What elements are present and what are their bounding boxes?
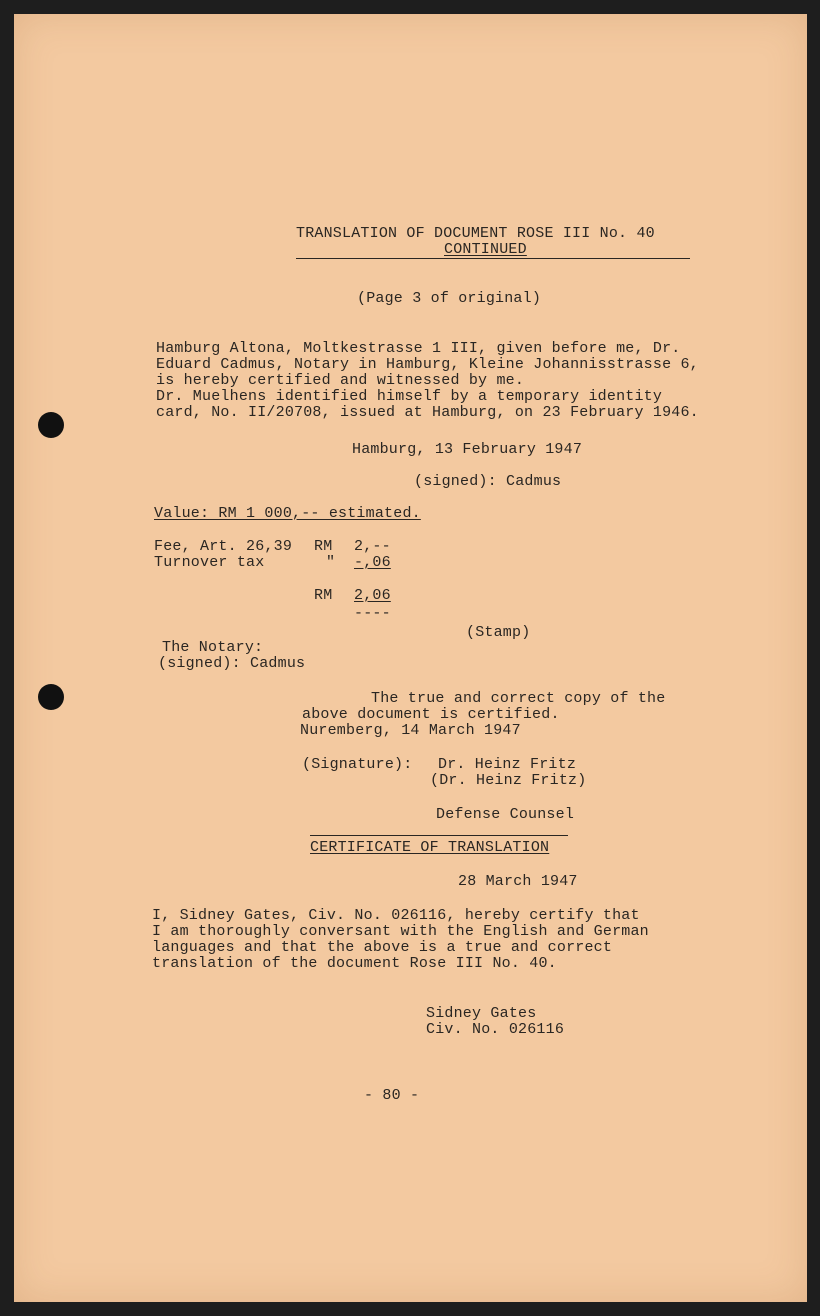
translator-civ-number: Civ. No. 026116 [426,1021,565,1038]
stamp-note: (Stamp) [466,624,531,641]
signature-name-parenthetical: (Dr. Heinz Fritz) [430,772,587,789]
punch-hole-lower [38,684,64,710]
fee-label: Fee, Art. 26,39 [154,538,293,555]
page-reference: (Page 3 of original) [357,290,542,307]
certificate-title-overline [310,835,568,836]
page-number: - 80 - [364,1087,420,1104]
total-currency: RM [314,587,333,604]
total-amount: 2,06 [354,587,391,604]
fee-amount: 2,-- [354,538,391,555]
signed-cadmus: (signed): Cadmus [414,473,562,490]
certificate-line-3: languages and that the above is a true and correct [152,939,613,956]
copy-cert-line-1: The true and correct copy of the [371,690,666,707]
certificate-title: CERTIFICATE OF TRANSLATION [310,839,550,856]
document-title-continued: CONTINUED [444,241,527,258]
body-line-4: Dr. Muelhens identified himself by a temporary identity [156,388,663,405]
tax-label: Turnover tax [154,554,265,571]
value-line: Value: RM 1 000,-- estimated. [154,505,421,522]
body-line-5: card, No. II/20708, issued at Hamburg, on 23 February 1946. [156,404,699,421]
document-page [14,14,807,1302]
signature-name: Dr. Heinz Fritz [438,756,577,773]
punch-hole-upper [38,412,64,438]
translator-name: Sidney Gates [426,1005,537,1022]
defense-counsel: Defense Counsel [436,806,575,823]
certificate-line-1: I, Sidney Gates, Civ. No. 026116, hereby certify that [152,907,640,924]
notary-label: The Notary: [162,639,264,656]
copy-cert-line-2: above document is certified. [302,706,560,723]
body-line-3: is hereby certified and witnessed by me. [156,372,525,389]
document-title: TRANSLATION OF DOCUMENT ROSE III No. 40 [296,225,655,242]
tax-amount: -,06 [354,554,391,571]
tax-ditto: " [326,554,336,571]
fee-currency: RM [314,538,333,555]
notary-signed: (signed): Cadmus [158,655,306,672]
copy-cert-line-3: Nuremberg, 14 March 1947 [300,722,521,739]
certificate-line-4: translation of the document Rose III No. 40. [152,955,557,972]
certificate-line-2: I am thoroughly conversant with the English and German [152,923,649,940]
place-and-date: Hamburg, 13 February 1947 [352,441,583,458]
signature-label: (Signature): [302,756,413,773]
certificate-date: 28 March 1947 [458,873,578,890]
title-underline [296,258,690,259]
body-line-1: Hamburg Altona, Moltkestrasse 1 III, given before me, Dr. [156,340,681,357]
total-dashes: ---- [354,605,391,622]
body-line-2: Eduard Cadmus, Notary in Hamburg, Kleine Johannisstrasse 6, [156,356,699,373]
